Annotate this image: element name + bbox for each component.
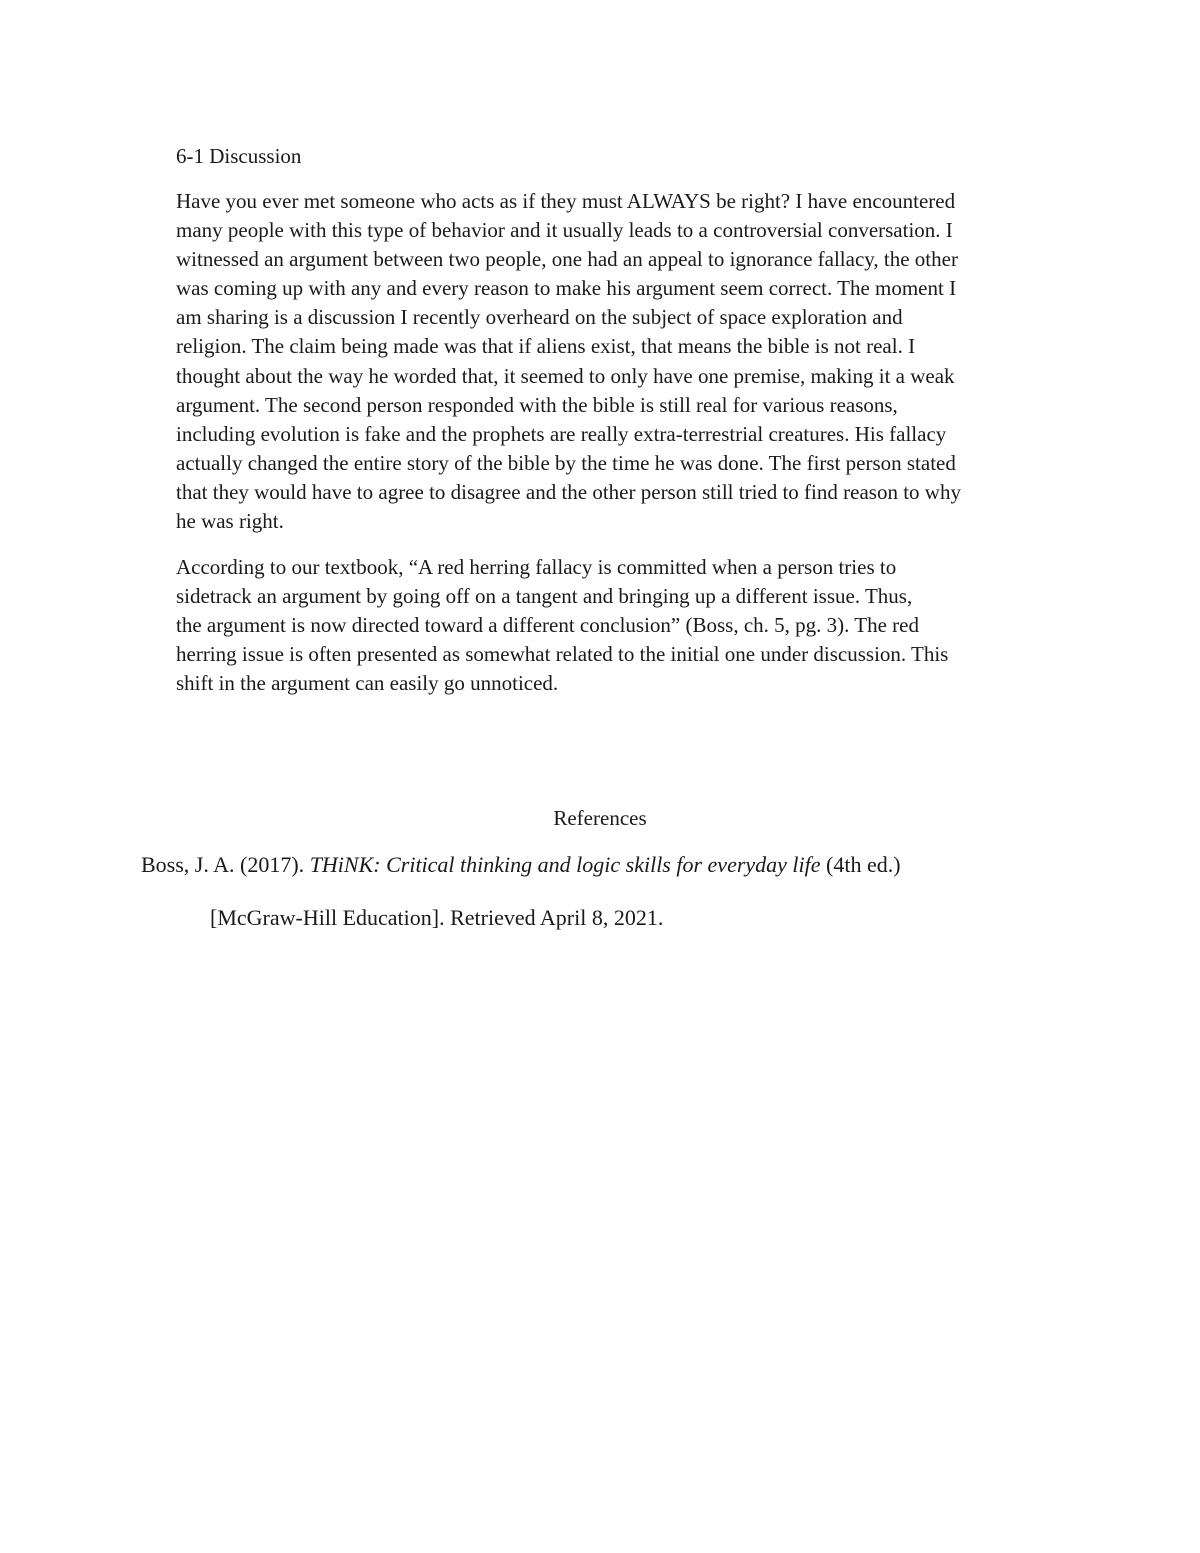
paragraph-line: According to our textbook, “A red herring fallacy is committed when a person tries to — [176, 555, 897, 579]
paragraph-line: religion. The claim being made was that if aliens exist, that means the bible is not real. I — [176, 334, 916, 359]
paragraph-line: was coming up with any and every reason to make his argument seem correct. The moment I — [176, 276, 957, 301]
paragraph-line: the argument is now directed toward a different conclusion” (Boss, ch. 5, pg. 3). The red — [176, 613, 919, 638]
paragraph-1 — [176, 187, 1076, 536]
paragraph-line: thought about the way he worded that, it seemed to only have one premise, making it a weak — [176, 363, 955, 388]
reference-entry-continuation: [McGraw-Hill Education]. Retrieved April 8, 2021. — [210, 905, 664, 930]
paragraph-line: actually changed the entire story of the bible by the time he was done. The first person stated — [176, 450, 956, 475]
paragraph-line: sidetrack an argument by going off on a tangent and bringing up a different issue. Thus, — [176, 584, 913, 609]
paragraph-line: shift in the argument can easily go unnoticed. — [176, 671, 559, 696]
reference-author-year: Boss, J. A. (2017). — [141, 852, 310, 877]
reference-book-title: THiNK: Critical thinking and logic skills for everyday life — [309, 852, 821, 877]
paragraph-line: including evolution is fake and the prophets are really extra-terrestrial creatures. His fallacy — [176, 421, 947, 446]
paragraph-line: argument. The second person responded with the bible is still real for various reasons, — [176, 392, 898, 417]
paragraph-line: witnessed an argument between two people, one had an appeal to ignorance fallacy, the other — [176, 247, 958, 272]
paragraph-line: am sharing is a discussion I recently overheard on the subject of space exploration and — [176, 305, 903, 330]
reference-entry — [141, 850, 901, 880]
paragraph-line: herring issue is often presented as somewhat related to the initial one under discussion. This — [176, 642, 949, 667]
paragraph-line: he was right. — [176, 509, 284, 534]
paragraph-line: that they would have to agree to disagree and the other person still tried to find reason to why — [176, 479, 961, 504]
reference-edition: (4th ed.) — [820, 852, 901, 877]
references-title: References — [553, 806, 647, 830]
paragraph-line: Have you ever met someone who acts as if they must ALWAYS be right? I have encountered — [176, 189, 956, 213]
paragraph-line: many people with this type of behavior and it usually leads to a controversial conversation. I — [176, 218, 953, 243]
document-heading: 6-1 Discussion — [176, 144, 302, 168]
paragraph-2 — [176, 553, 1076, 698]
